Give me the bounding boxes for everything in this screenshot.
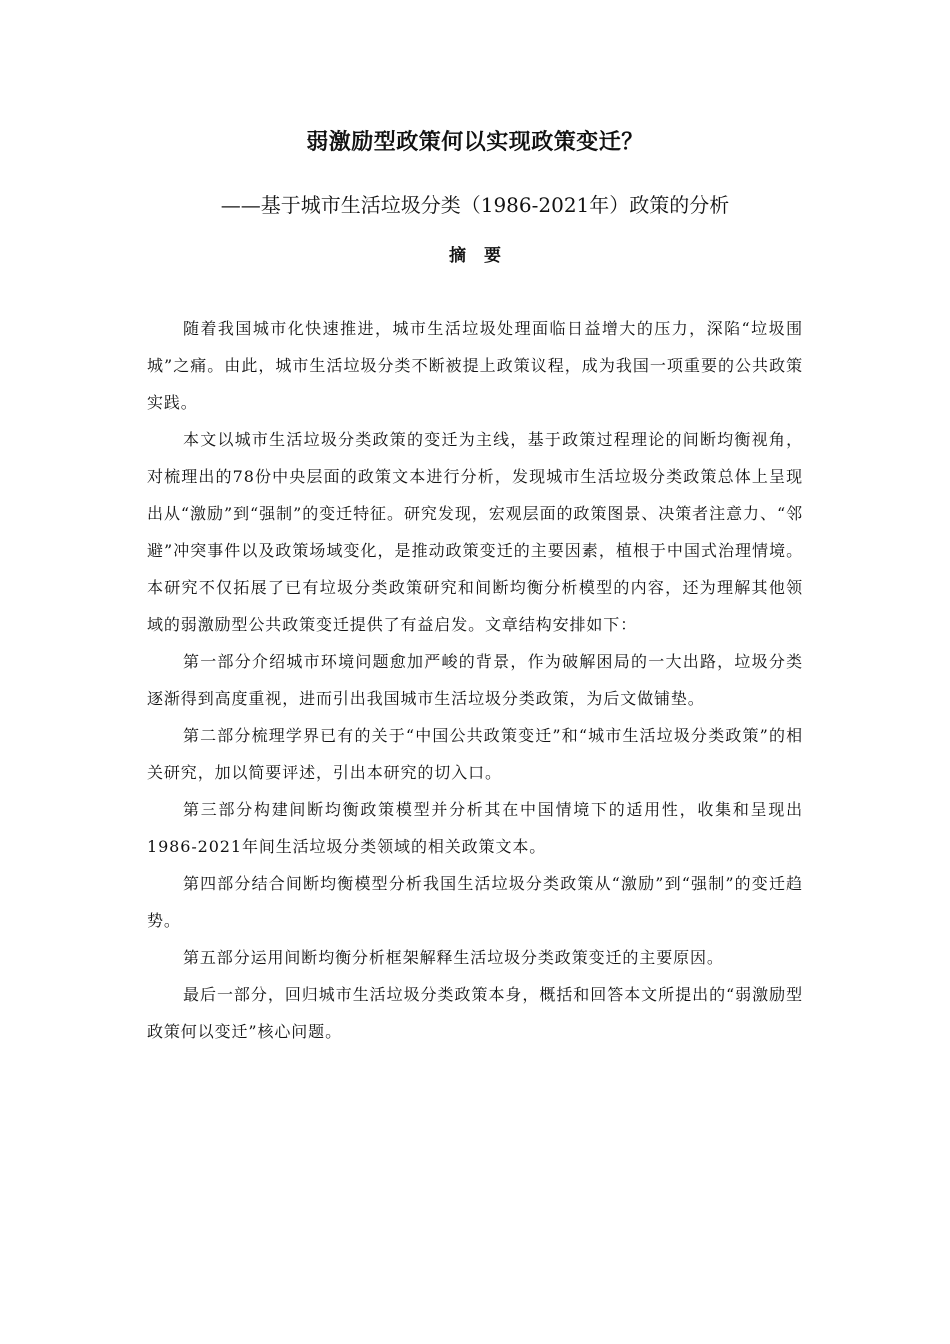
- paragraph: 第二部分梳理学界已有的关于“中国公共政策变迁”和“城市生活垃圾分类政策”的相关研究，加以简要评述，引出本研究的切入口。: [147, 726, 803, 782]
- document-subtitle: ——基于城市生活垃圾分类（1986-2021年）政策的分析: [220, 193, 730, 217]
- abstract-heading: 摘要: [449, 246, 519, 266]
- paragraph: 第三部分构建间断均衡政策模型并分析其在中国情境下的适用性，收集和呈现出1986-2021年间生活垃圾分类领域的相关政策文本。: [147, 800, 803, 856]
- paragraph: 随着我国城市化快速推进，城市生活垃圾处理面临日益增大的压力，深陷“垃圾围城”之痛。由此，城市生活垃圾分类不断被提上政策议程，成为我国一项重要的公共政策实践。: [147, 319, 803, 412]
- paragraph: 本文以城市生活垃圾分类政策的变迁为主线，基于政策过程理论的间断均衡视角，对梳理出的78份中央层面的政策文本进行分析，发现城市生活垃圾分类政策总体上呈现出从“激励”到“强制”的变迁特征。研究发现，宏观层面的政策图景、决策者注意力、“邻避”冲突事件以及政策场域变化，是推动政策变迁的主要因素，植根于中国式治理情境。本研究不仅拓展了已有垃圾分类政策研究和间断均衡分析模型的内容，还为理解其他领域的弱激励型公共政策变迁提供了有益启发。文章结构安排如下：: [147, 430, 803, 634]
- document-title: 弱激励型政策何以实现政策变迁？: [306, 130, 644, 155]
- abstract-body: [147, 310, 803, 1050]
- paragraph: 第五部分运用间断均衡分析框架解释生活垃圾分类政策变迁的主要原因。: [183, 948, 724, 967]
- paragraph: 最后一部分，回归城市生活垃圾分类政策本身，概括和回答本文所提出的“弱激励型政策何以变迁”核心问题。: [147, 985, 803, 1041]
- paragraph: 第四部分结合间断均衡模型分析我国生活垃圾分类政策从“激励”到“强制”的变迁趋势。: [147, 874, 803, 930]
- paragraph: 第一部分介绍城市环境问题愈加严峻的背景，作为破解困局的一大出路，垃圾分类逐渐得到高度重视，进而引出我国城市生活垃圾分类政策，为后文做铺垫。: [147, 652, 803, 708]
